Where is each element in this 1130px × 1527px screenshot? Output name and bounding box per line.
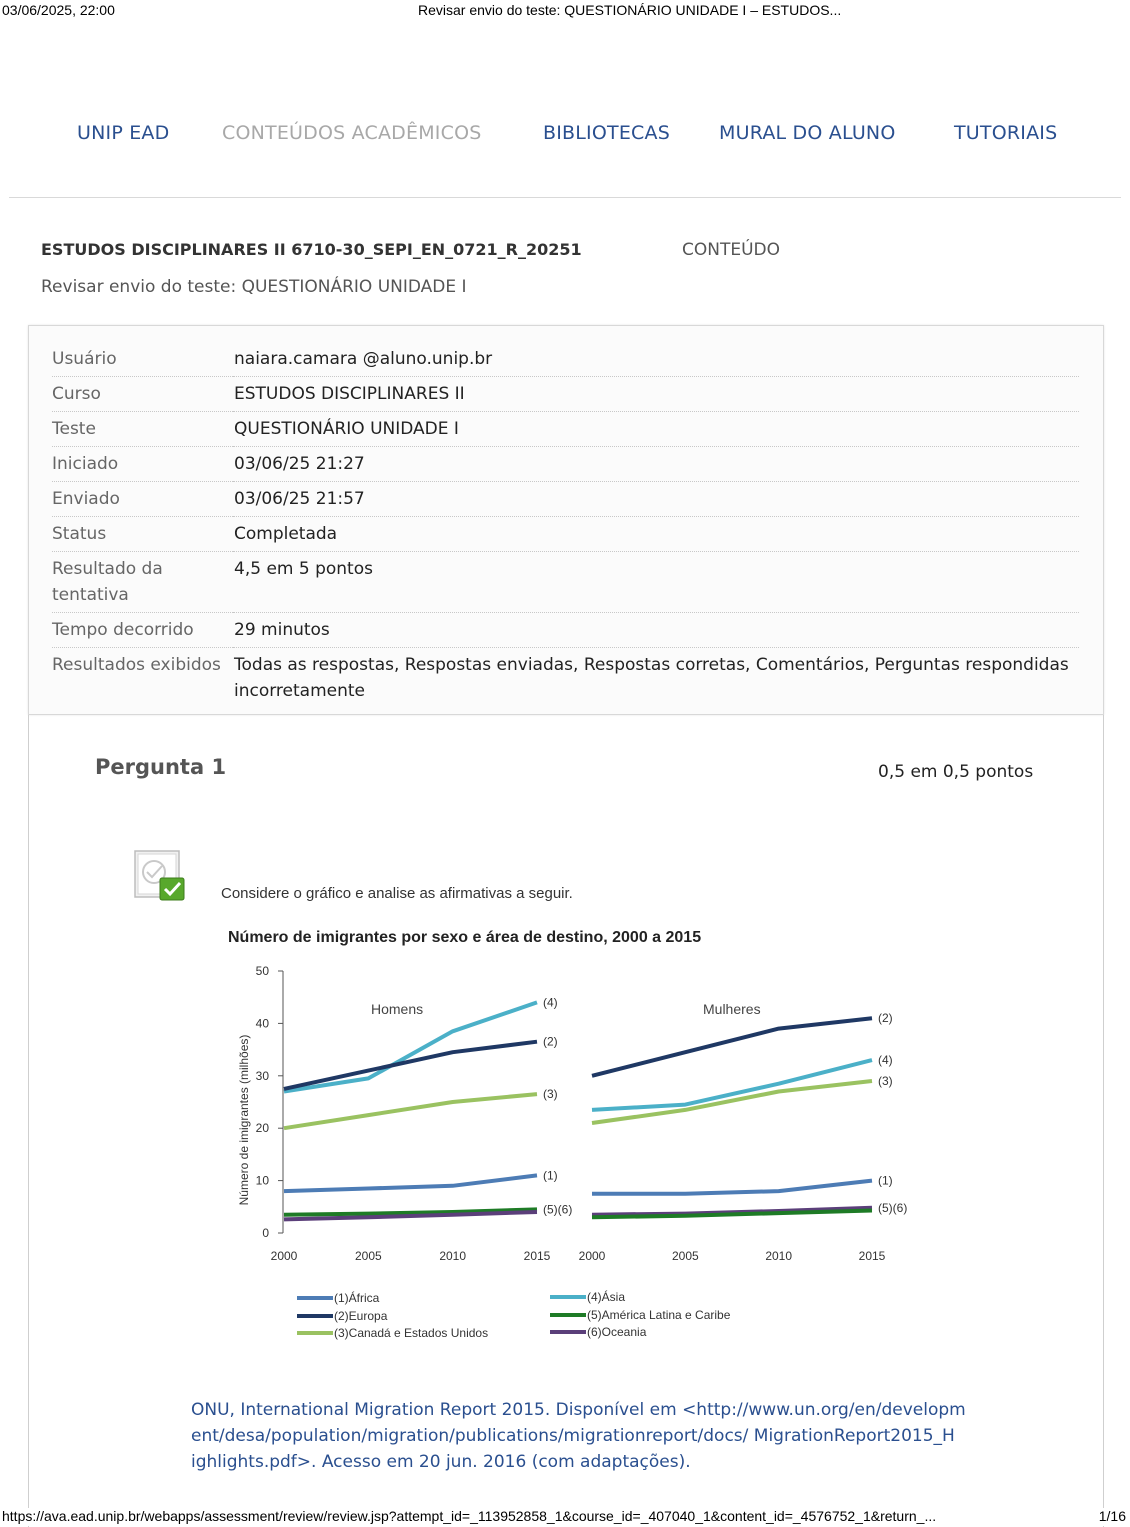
- x-tick-label: 2000: [578, 1249, 606, 1263]
- print-header: [0, 2, 1130, 22]
- legend-label-2: (2)Europa: [334, 1309, 388, 1323]
- nav-divider: [9, 197, 1121, 198]
- series-end-label: (3): [878, 1074, 893, 1089]
- info-row-iniciado: [52, 447, 1079, 482]
- y-tick-label: 20: [255, 1121, 269, 1136]
- series-line-homens-3: [284, 1094, 537, 1128]
- info-label: Enviado: [52, 482, 233, 517]
- info-row-teste: [52, 412, 1079, 447]
- breadcrumb-course[interactable]: ESTUDOS DISCIPLINARES II 6710-30_SEPI_EN_0721_R_20251: [41, 240, 582, 259]
- series-end-label: (3): [543, 1087, 558, 1102]
- nav-unip-ead[interactable]: UNIP EAD: [77, 122, 170, 144]
- panel-label-homens: Homens: [371, 1001, 424, 1017]
- info-label: Teste: [52, 412, 233, 447]
- x-tick-label: 2010: [439, 1249, 467, 1263]
- info-label: Tempo decorrido: [52, 613, 233, 648]
- series-end-label: (1): [878, 1173, 893, 1188]
- y-tick-label: 0: [262, 1226, 269, 1240]
- info-row-curso: [52, 377, 1079, 412]
- nav-conteudos-academicos[interactable]: CONTEÚDOS ACADÊMICOS: [222, 122, 482, 144]
- info-label: Resultados exibidos: [52, 655, 221, 675]
- info-label: Resultado da tentativa: [52, 552, 233, 613]
- info-label: Iniciado: [52, 447, 233, 482]
- nav-bibliotecas[interactable]: BIBLIOTECAS: [543, 122, 670, 144]
- info-label: Usuário: [52, 342, 233, 377]
- panel-label-mulheres: Mulheres: [703, 1001, 761, 1017]
- y-tick-label: 10: [255, 1173, 269, 1188]
- chart-title: Número de imigrantes por sexo e área de destino, 2000 a 2015: [228, 929, 702, 946]
- info-value: 03/06/25 21:57: [233, 482, 1079, 517]
- correct-answer-icon: [134, 850, 186, 902]
- info-label: Curso: [52, 377, 233, 412]
- series-line-mulheres-2: [592, 1018, 872, 1076]
- attempt-info-table: [52, 342, 1079, 708]
- y-tick-label: 30: [255, 1068, 269, 1083]
- print-footer: [0, 1508, 1130, 1526]
- series-end-label: (5)(6): [543, 1202, 573, 1217]
- info-value: naiara.camara @aluno.unip.br: [233, 342, 1079, 377]
- info-value: QUESTIONÁRIO UNIDADE I: [233, 412, 1079, 447]
- legend-label-4: (4)Ásia: [587, 1290, 626, 1304]
- chart-ylabel: Número de imigrantes (milhões): [237, 1034, 251, 1206]
- info-value: 4,5 em 5 pontos: [233, 552, 1079, 613]
- x-tick-label: 2015: [523, 1249, 551, 1263]
- info-value: Completada: [233, 517, 1079, 552]
- series-line-mulheres-3: [592, 1081, 872, 1123]
- info-value: 29 minutos: [233, 613, 1079, 648]
- migration-line-chart: [222, 920, 942, 1350]
- page-title: Revisar envio do teste: QUESTIONÁRIO UNIDADE I: [41, 277, 467, 297]
- series-line-homens-1: [284, 1175, 537, 1191]
- info-value: ESTUDOS DISCIPLINARES II: [233, 377, 1079, 412]
- series-end-label: (4): [543, 995, 558, 1010]
- series-line-homens-2: [284, 1042, 537, 1089]
- series-line-mulheres-1: [592, 1181, 872, 1194]
- info-row-status: [52, 517, 1079, 552]
- top-nav: [0, 122, 1130, 152]
- x-tick-label: 2010: [765, 1249, 793, 1263]
- x-tick-label: 2000: [270, 1249, 298, 1263]
- info-row-resultado: [52, 552, 1079, 613]
- legend-label-6: (6)Oceania: [587, 1325, 647, 1339]
- print-url: https://ava.ead.unip.br/webapps/assessment/review/review.jsp?attempt_id=_113952858_1&course_id=_407040_1&content_id=_4576752_1&return_...: [2, 1508, 937, 1524]
- series-end-label: (5)(6): [878, 1200, 908, 1215]
- info-row-resultados-exibidos: [52, 648, 1079, 709]
- question-title: Pergunta 1: [95, 755, 227, 779]
- print-page-number: 1/16: [1098, 1508, 1126, 1524]
- x-tick-label: 2015: [858, 1249, 886, 1263]
- nav-mural-do-aluno[interactable]: MURAL DO ALUNO: [719, 122, 896, 144]
- info-row-usuario: [52, 342, 1079, 377]
- chart-source-citation[interactable]: ONU, International Migration Report 2015. Disponível em <http://www.un.org/en/developm ent/desa/population/migration/publications/migrationreport/docs/ MigrationReport2015_H ighlights.pdf>. Acesso em 20 jun. 2016 (com adaptações).: [191, 1400, 966, 1472]
- x-tick-label: 2005: [671, 1249, 699, 1263]
- legend-label-3: (3)Canadá e Estados Unidos: [334, 1326, 489, 1340]
- question-points: 0,5 em 0,5 pontos: [878, 762, 1034, 782]
- print-datetime: 03/06/2025, 22:00: [2, 2, 115, 18]
- breadcrumb-content[interactable]: CONTEÚDO: [682, 240, 781, 260]
- series-end-label: (1): [543, 1168, 558, 1183]
- series-end-label: (4): [878, 1053, 893, 1068]
- series-end-label: (2): [543, 1034, 558, 1049]
- info-row-enviado: [52, 482, 1079, 517]
- x-tick-label: 2005: [354, 1249, 382, 1263]
- legend-label-5: (5)América Latina e Caribe: [587, 1308, 731, 1322]
- y-tick-label: 50: [255, 964, 269, 978]
- info-value: 03/06/25 21:27: [233, 447, 1079, 482]
- legend-label-1: (1)África: [334, 1291, 380, 1305]
- nav-tutoriais[interactable]: TUTORIAIS: [954, 122, 1058, 144]
- question-prompt: Considere o gráfico e analise as afirmativas a seguir.: [221, 885, 573, 902]
- info-row-tempo: [52, 613, 1079, 648]
- info-value: Todas as respostas, Respostas enviadas, Respostas corretas, Comentários, Perguntas respondidas incorretamente: [234, 655, 1069, 701]
- y-tick-label: 40: [255, 1016, 269, 1031]
- series-end-label: (2): [878, 1011, 893, 1026]
- info-label: Status: [52, 517, 233, 552]
- print-page-title: Revisar envio do teste: QUESTIONÁRIO UNIDADE I – ESTUDOS...: [418, 2, 842, 18]
